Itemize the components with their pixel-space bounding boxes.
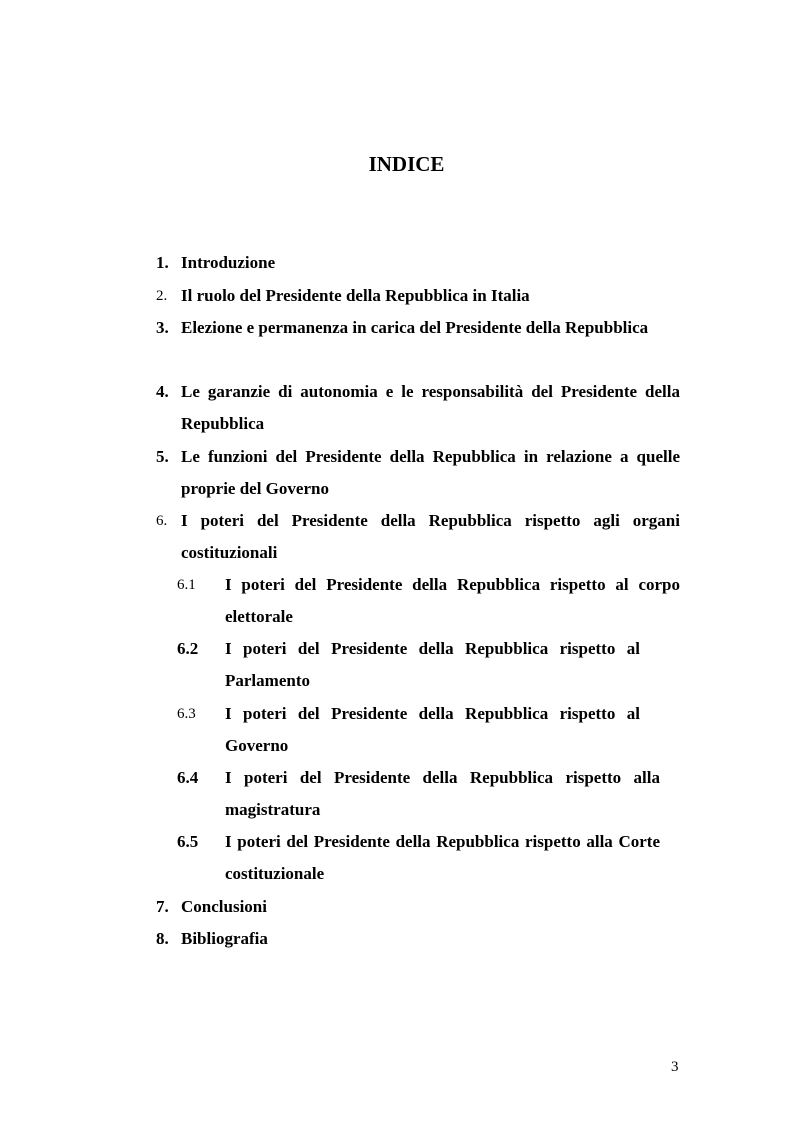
toc-title: I poteri del Presidente della Repubblica rispetto agli organi costituzionali xyxy=(181,511,680,563)
toc-entry-6 xyxy=(156,505,680,570)
toc-entry-8 xyxy=(156,923,680,956)
toc-number: 6.4 xyxy=(177,768,199,787)
toc-number: 8. xyxy=(156,929,169,948)
toc-entry-6-2 xyxy=(177,633,680,698)
toc-number: 6. xyxy=(156,513,168,529)
toc-entry-6-4 xyxy=(177,762,680,827)
toc-number: 3. xyxy=(156,318,169,337)
toc-number: 1. xyxy=(156,253,169,272)
toc-title: I poteri del Presidente della Repubblica rispetto alla Corte costituzionale xyxy=(225,832,660,884)
toc-title: Il ruolo del Presidente della Repubblica in Italia xyxy=(181,286,530,305)
toc-entry-1 xyxy=(156,247,680,280)
toc-number: 6.2 xyxy=(177,639,199,658)
page-number: 3 xyxy=(671,1059,679,1075)
toc-entry-4 xyxy=(156,376,680,441)
toc-title: Le garanzie di autonomia e le responsabilità del Presidente della Repubblica xyxy=(181,382,680,434)
toc-title: I poteri del Presidente della Repubblica rispetto al corpo elettorale xyxy=(225,575,680,627)
toc-entry-6-1 xyxy=(177,569,680,634)
toc-number: 5. xyxy=(156,447,169,466)
toc-title: I poteri del Presidente della Repubblica rispetto alla magistratura xyxy=(225,768,660,820)
toc-title: Conclusioni xyxy=(181,897,267,916)
toc-entry-5 xyxy=(156,441,680,506)
index-title: INDICE xyxy=(368,152,445,176)
toc-title: Elezione e permanenza in carica del Presidente della Repubblica xyxy=(181,318,649,337)
toc-number: 4. xyxy=(156,382,169,401)
toc-title: I poteri del Presidente della Repubblica rispetto al Governo xyxy=(225,704,640,756)
toc-entry-3 xyxy=(156,312,680,377)
toc-entry-6-5 xyxy=(177,826,680,891)
toc-number: 2. xyxy=(156,288,168,304)
toc-number: 6.1 xyxy=(177,577,196,593)
toc-entry-2 xyxy=(156,280,680,313)
toc-number: 7. xyxy=(156,897,169,916)
toc-entry-7 xyxy=(156,891,680,924)
toc-title: I poteri del Presidente della Repubblica rispetto al Parlamento xyxy=(225,639,640,691)
toc-title: Bibliografia xyxy=(181,929,268,948)
toc-title: Le funzioni del Presidente della Repubblica in relazione a quelle proprie del Governo xyxy=(181,447,680,499)
toc-entry-6-3 xyxy=(177,698,680,763)
toc-number: 6.3 xyxy=(177,706,196,722)
toc-number: 6.5 xyxy=(177,832,199,851)
toc-title: Introduzione xyxy=(181,253,276,272)
